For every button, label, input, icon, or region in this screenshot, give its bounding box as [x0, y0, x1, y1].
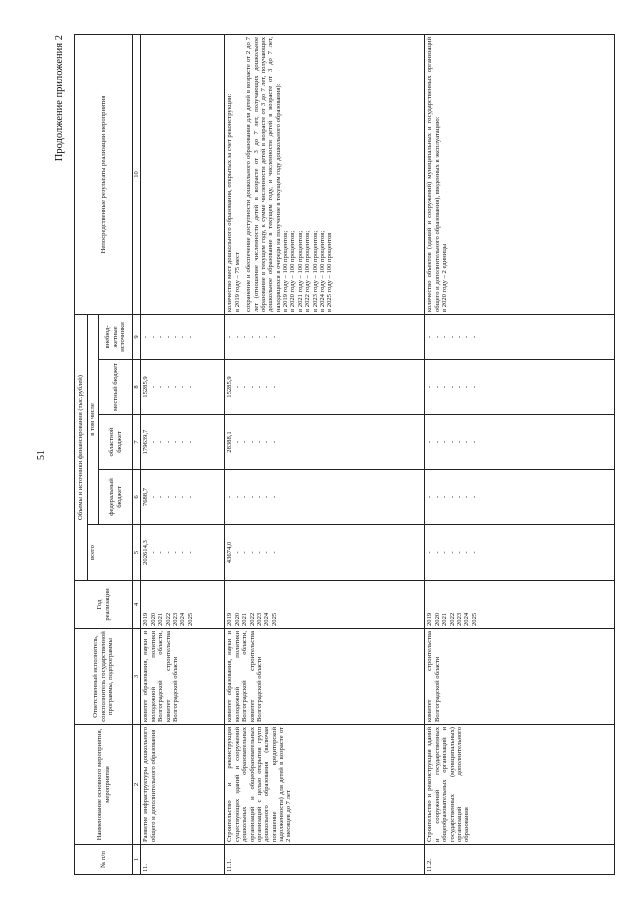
extrabudget-value: -	[233, 335, 241, 339]
extrabudget-cell	[425, 314, 615, 359]
extrabudget-value: -	[270, 335, 278, 339]
local-value: -	[149, 385, 157, 389]
local-value: -	[433, 385, 441, 389]
year-item: 2021	[157, 612, 165, 626]
regional-value: -	[263, 440, 271, 444]
result-line: сохранение и обеспечение доступности дошкольного образования для детей в возрасте от 2 до 7 лет (отношение численности детей в возрасте от 3 до 7 лет, получающих дошкольное образование в текущем году, к сумме численности детей в возрасте от 3 до 7 лет, получающих дошкольное образование в текущем году, и численности детей в возрасте от 3 до 7 лет, находящихся в очереди на получение в текущем году дошкольного образования):	[245, 36, 282, 312]
year-item: 2020	[433, 612, 441, 626]
federal-cell	[425, 470, 615, 525]
federal-value: -	[171, 495, 179, 499]
extrabudget-cell	[141, 314, 225, 359]
regional-value: 28388,1	[226, 431, 234, 453]
federal-value: -	[186, 495, 194, 499]
col-number: 1	[133, 845, 141, 875]
result-cell	[225, 34, 425, 314]
total-value: -	[179, 551, 187, 554]
local-value: -	[463, 385, 471, 389]
activity-name: Строительство и реконструкция существующих зданий и сооружений дошкольных образовательных организаций и общеобразовательных организаций с целью открытия групп дошкольного образования (включая погашение кредиторской задолженности) для детей в возрасте от 2 месяцев до 7 лет	[225, 725, 425, 845]
program-activities-table	[74, 34, 615, 875]
extrabudget-value: -	[142, 335, 150, 339]
regional-value: -	[248, 440, 256, 444]
year-item: 2022	[448, 612, 456, 626]
year-item: 2023	[455, 612, 463, 626]
row-number: 11.	[141, 845, 225, 875]
total-value: -	[164, 551, 172, 554]
extrabudget-value: -	[455, 335, 463, 339]
header-including: в том числе	[88, 314, 99, 524]
col-number: 10	[133, 34, 141, 314]
local-value: -	[455, 385, 463, 389]
years-cell	[141, 581, 225, 629]
regional-value: -	[149, 440, 157, 444]
federal-value: -	[233, 495, 241, 499]
result-line: в 2024 году – 100 процентов;	[318, 230, 326, 312]
regional-value: -	[463, 440, 471, 444]
row-number: 11.2.	[425, 845, 615, 875]
year-item: 2021	[241, 612, 249, 626]
regional-value: -	[426, 440, 434, 444]
federal-cell	[225, 470, 425, 525]
total-value: -	[441, 551, 449, 554]
regional-value: -	[171, 440, 179, 444]
year-item: 2020	[233, 612, 241, 626]
column-numbers-row	[133, 34, 141, 874]
activity-name: Развитие инфраструктуры дошкольного общего и дополнительного образования	[141, 725, 225, 845]
extrabudget-cell	[225, 314, 425, 359]
federal-value: -	[426, 495, 434, 499]
total-cell	[141, 525, 225, 581]
year-item: 2019	[226, 612, 234, 626]
result-line: количество мест дошкольного образования, открытых за счет реконструкции:	[226, 93, 234, 312]
local-value: -	[233, 385, 241, 389]
local-value: -	[263, 385, 271, 389]
federal-value: -	[149, 495, 157, 499]
responsible-executor: комитет образования, науки и молодежной политики Волгоградской области, комитет строительства Волгоградской области	[141, 629, 225, 725]
total-value: 202614,3	[142, 540, 150, 565]
federal-value: -	[270, 495, 278, 499]
total-value: -	[455, 551, 463, 554]
federal-value: -	[226, 495, 234, 499]
local-value: -	[241, 385, 249, 389]
regional-cell	[225, 415, 425, 470]
result-line: в 2021 году – 100 процентов;	[296, 230, 304, 312]
year-item: 2025	[186, 612, 194, 626]
year-item: 2025	[470, 612, 478, 626]
col-number: 3	[133, 629, 141, 725]
regional-value: -	[233, 440, 241, 444]
rotated-page-content	[36, 35, 625, 875]
federal-value: -	[470, 495, 478, 499]
extrabudget-value: -	[448, 335, 456, 339]
year-item: 2025	[270, 612, 278, 626]
header-federal: федеральный бюджет	[99, 470, 133, 525]
extrabudget-value: -	[255, 335, 263, 339]
local-value: -	[186, 385, 194, 389]
total-value: -	[233, 551, 241, 554]
total-value: -	[149, 551, 157, 554]
federal-value: -	[241, 495, 249, 499]
local-value: -	[255, 385, 263, 389]
total-value: -	[426, 551, 434, 554]
total-value: -	[448, 551, 456, 554]
result-line: в 2025 году – 100 процентов	[326, 232, 334, 312]
total-value: 43674,0	[226, 541, 234, 564]
extrabudget-value: -	[426, 335, 434, 339]
year-item: 2022	[248, 612, 256, 626]
federal-value: -	[455, 495, 463, 499]
years-cell	[425, 581, 615, 629]
local-value: -	[164, 385, 172, 389]
federal-value: -	[448, 495, 456, 499]
extrabudget-value: -	[149, 335, 157, 339]
federal-value: -	[255, 495, 263, 499]
total-value: -	[470, 551, 478, 554]
header-regional: областной бюджет	[99, 415, 133, 470]
year-item: 2023	[171, 612, 179, 626]
federal-value: -	[157, 495, 165, 499]
table-row	[225, 34, 425, 874]
header-year: Год реализации	[75, 581, 133, 629]
extrabudget-value: -	[226, 335, 234, 339]
total-value: -	[463, 551, 471, 554]
col-number: 4	[133, 581, 141, 629]
federal-value: -	[248, 495, 256, 499]
regional-value: -	[455, 440, 463, 444]
local-value: -	[171, 385, 179, 389]
responsible-executor: комитет образования, науки и молодежной политики Волгоградской области, комитет строительства Волгоградской области	[225, 629, 425, 725]
extrabudget-value: -	[248, 335, 256, 339]
regional-value: -	[470, 440, 478, 444]
appendix-note: Продолжение приложения 2	[54, 35, 65, 162]
total-value: -	[157, 551, 165, 554]
header-extrabudget: внебюд-жетные источники	[99, 314, 133, 359]
regional-value: -	[255, 440, 263, 444]
extrabudget-value: -	[157, 335, 165, 339]
regional-value: -	[241, 440, 249, 444]
extrabudget-value: -	[470, 335, 478, 339]
federal-value: -	[433, 495, 441, 499]
result-line: в 2019 году – 100 процентов;	[282, 230, 289, 312]
result-line: в 2020 году – 2 единицы	[441, 243, 449, 312]
table-row	[425, 34, 615, 874]
local-value: -	[248, 385, 256, 389]
regional-value: -	[164, 440, 172, 444]
regional-value: -	[433, 440, 441, 444]
years-cell	[225, 581, 425, 629]
col-number: 8	[133, 360, 141, 415]
local-value: 15285,9	[226, 376, 234, 398]
year-item: 2019	[142, 612, 150, 626]
total-value: -	[433, 551, 441, 554]
local-value: -	[157, 385, 165, 389]
year-item: 2024	[263, 612, 271, 626]
result-cell	[141, 34, 225, 314]
year-item: 2020	[149, 612, 157, 626]
local-value: -	[470, 385, 478, 389]
federal-value: -	[164, 495, 172, 499]
local-value: 15285,9	[142, 376, 150, 398]
regional-value: -	[179, 440, 187, 444]
local-value: -	[448, 385, 456, 389]
header-result: Непосредственные результаты реализации мероприятия	[75, 34, 133, 314]
federal-value: -	[441, 495, 449, 499]
regional-value: -	[186, 440, 194, 444]
regional-value: -	[441, 440, 449, 444]
total-cell	[225, 525, 425, 581]
col-number: 5	[133, 525, 141, 581]
local-value: -	[426, 385, 434, 389]
header-local: местный бюджет	[99, 360, 133, 415]
year-item: 2024	[463, 612, 471, 626]
regional-value: -	[270, 440, 278, 444]
header-responsible: Ответственный исполнитель, соисполнитель государственной программы, подпрограммы	[75, 629, 133, 725]
result-line: количество объектов (зданий и сооружений) муниципальных и государственных организаций общего и дополнительного образования), введенных в эксплуатацию:	[426, 36, 441, 312]
result-line: в 2019 году – 75 мест	[233, 252, 241, 312]
total-value: -	[171, 551, 179, 554]
local-cell	[225, 360, 425, 415]
extrabudget-value: -	[441, 335, 449, 339]
total-value: -	[270, 551, 278, 554]
extrabudget-value: -	[263, 335, 271, 339]
row-number: 11.1.	[225, 845, 425, 875]
extrabudget-value: -	[164, 335, 172, 339]
federal-value: -	[263, 495, 271, 499]
extrabudget-value: -	[433, 335, 441, 339]
header-name: Наименование основного мероприятия, мероприятия	[75, 725, 133, 845]
extrabudget-value: -	[171, 335, 179, 339]
regional-cell	[425, 415, 615, 470]
col-number: 6	[133, 470, 141, 525]
col-number: 2	[133, 725, 141, 845]
local-value: -	[441, 385, 449, 389]
total-cell	[425, 525, 615, 581]
federal-value: 7688,7	[142, 487, 150, 507]
table-row	[141, 34, 225, 874]
result-line: в 2023 году – 100 процентов;	[311, 230, 319, 312]
col-number: 9	[133, 314, 141, 359]
year-item: 2021	[441, 612, 449, 626]
federal-cell	[141, 470, 225, 525]
year-item: 2024	[179, 612, 187, 626]
activity-name: Строительство и реконструкция зданий и сооружений государственных общеобразовательных организаций и государственных (муниципальных) организаций дополнительного образования	[425, 725, 615, 845]
header-num: № п/п	[75, 845, 133, 875]
total-value: -	[248, 551, 256, 554]
result-cell	[425, 34, 615, 314]
year-item: 2023	[255, 612, 263, 626]
header-total: всего	[88, 525, 133, 581]
local-value: -	[270, 385, 278, 389]
regional-value: -	[157, 440, 165, 444]
result-line: в 2020 году – 100 процентов;	[289, 230, 297, 312]
regional-cell	[141, 415, 225, 470]
local-cell	[141, 360, 225, 415]
col-number: 7	[133, 415, 141, 470]
local-cell	[425, 360, 615, 415]
result-line: в 2022 году – 100 процентов;	[304, 230, 312, 312]
total-value: -	[263, 551, 271, 554]
regional-value: 179639,7	[142, 429, 150, 455]
total-value: -	[255, 551, 263, 554]
extrabudget-value: -	[186, 335, 194, 339]
extrabudget-value: -	[241, 335, 249, 339]
regional-value: -	[448, 440, 456, 444]
federal-value: -	[179, 495, 187, 499]
header-finance: Объемы и источники финансирования (тыс.рублей)	[75, 314, 88, 580]
local-value: -	[179, 385, 187, 389]
responsible-executor: комитет строительства Волгоградской области	[425, 629, 615, 725]
year-item: 2022	[164, 612, 172, 626]
total-value: -	[186, 551, 194, 554]
year-item: 2019	[426, 612, 434, 626]
page-number: 51	[36, 450, 47, 460]
total-value: -	[241, 551, 249, 554]
extrabudget-value: -	[179, 335, 187, 339]
extrabudget-value: -	[463, 335, 471, 339]
federal-value: -	[463, 495, 471, 499]
